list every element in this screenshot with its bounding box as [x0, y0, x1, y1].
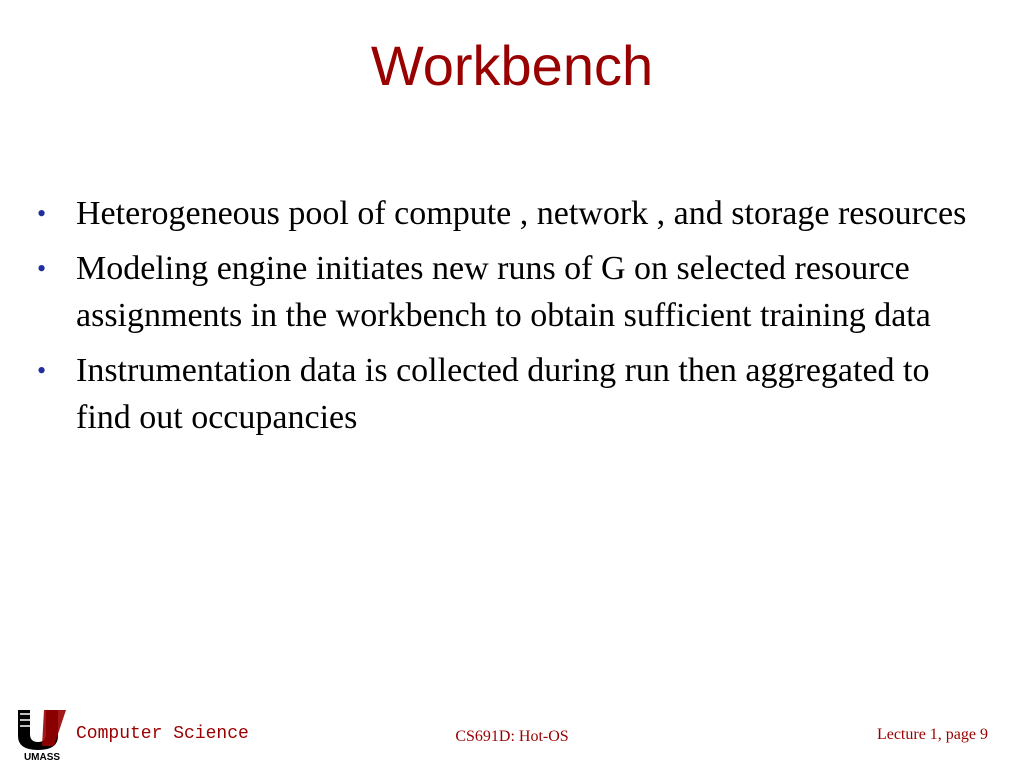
footer-page-label: Lecture 1, page 9	[876, 726, 988, 743]
footer-department: Computer Science	[76, 724, 249, 744]
bullet-text: Heterogeneous pool of compute , network , and storage resources	[76, 195, 967, 232]
bullet-item	[30, 190, 980, 237]
footer-course: CS691D: Hot-OS	[455, 728, 569, 745]
bullet-item	[30, 347, 980, 441]
bullet-dot-icon: •	[37, 254, 47, 283]
bullet-dot-icon: •	[37, 356, 47, 385]
bullet-text: Modeling engine initiates new runs of G on selected resource assignments in the workbench to obtain sufficient training data	[76, 250, 931, 334]
svg-text:UMASS: UMASS	[23, 752, 61, 762]
bullet-list	[30, 190, 980, 449]
slide-title: Workbench	[370, 34, 654, 97]
bullet-text: Instrumentation data is collected during run then aggregated to find out occupancies	[76, 352, 930, 436]
bullet-item	[30, 245, 980, 339]
bullet-dot-icon: •	[37, 199, 47, 228]
